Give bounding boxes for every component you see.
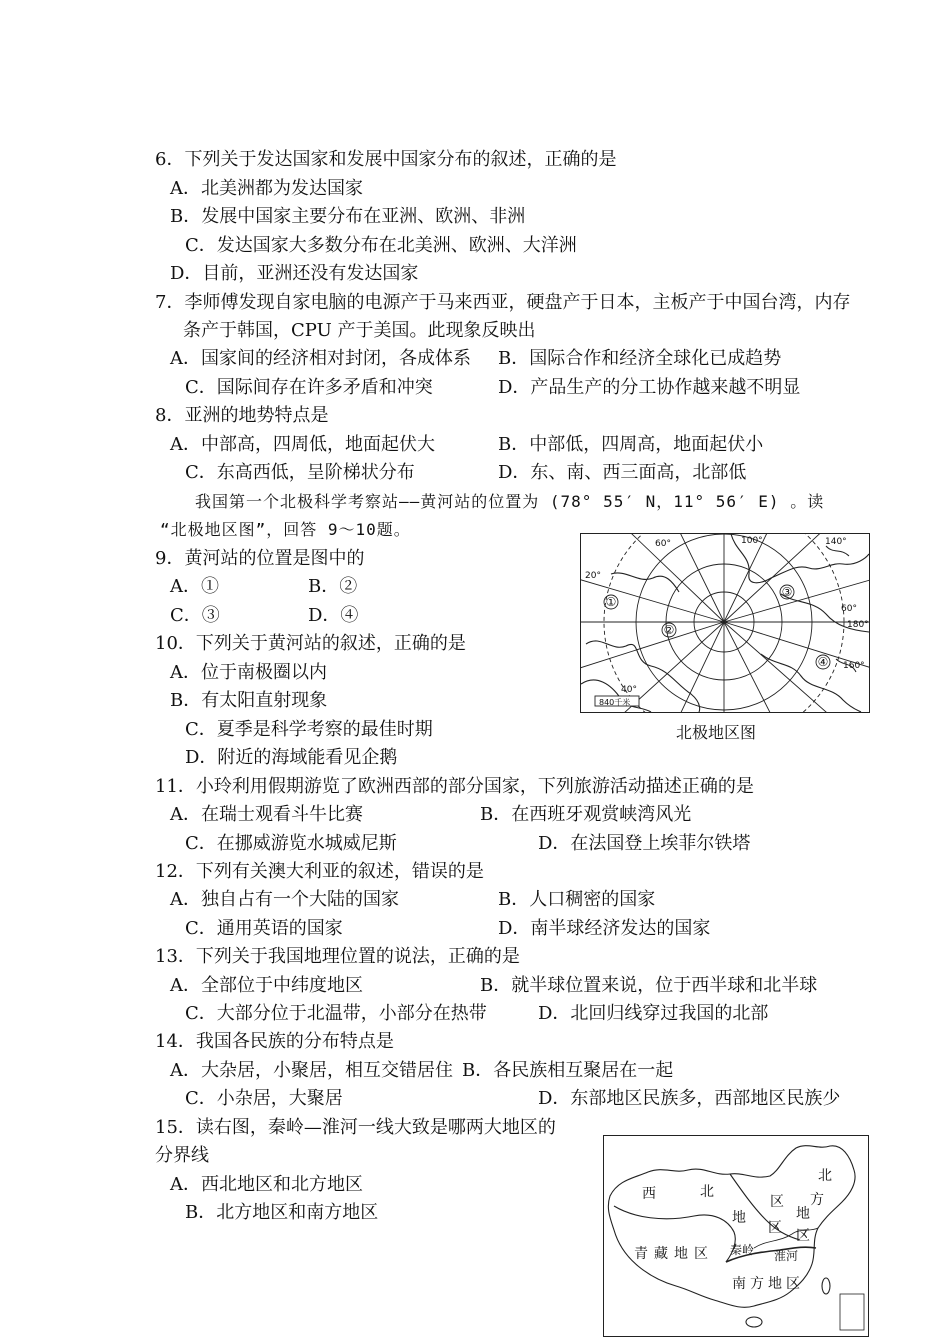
q10-option-b: B．有太阳直射现象 <box>170 690 328 711</box>
china-label-11: 地 <box>674 1246 688 1262</box>
intro-line2: “北极地区图”，回答 9～10题。 <box>160 520 411 539</box>
china-label-12: 区 <box>694 1246 708 1262</box>
q8-option-a: A．中部高，四周低，地面起伏大 <box>170 434 435 455</box>
q11-option-b: B．在西班牙观赏峡湾风光 <box>480 804 692 825</box>
lon-label-180: 180° <box>847 620 869 630</box>
arctic-map-figure <box>581 534 869 712</box>
lon-label-40: 40° <box>621 685 637 695</box>
q11-option-d: D．在法国登上埃菲尔铁塔 <box>538 833 751 854</box>
q10-option-d: D．附近的海域能看见企鹅 <box>185 747 398 768</box>
q10-stem: 10．下列关于黄河站的叙述，正确的是 <box>155 633 466 654</box>
q15-stem-line1: 15．读右图，秦岭—淮河一线大致是哪两大地区的 <box>155 1117 556 1138</box>
q15-option-b: B．北方地区和南方地区 <box>185 1202 379 1223</box>
china-label-8: 区 <box>796 1228 810 1244</box>
q11-option-a: A．在瑞士观看斗牛比赛 <box>170 804 363 825</box>
q6-option-b: B．发展中国家主要分布在亚洲、欧洲、非洲 <box>170 206 526 227</box>
china-label-18: 区 <box>786 1276 800 1292</box>
marker-2: ② <box>663 623 675 637</box>
q11-option-c: C．在挪威游览水城威尼斯 <box>185 833 397 854</box>
q8-option-b: B．中部低，四周高，地面起伏小 <box>498 434 764 455</box>
q13-option-a: A．全部位于中纬度地区 <box>170 975 363 996</box>
q11-stem: 11．小玲利用假期游览了欧洲西部的部分国家，下列旅游活动描述正确的是 <box>155 776 754 797</box>
china-regions-map <box>603 1135 869 1337</box>
arctic-map <box>580 533 870 713</box>
q12-option-b: B．人口稠密的国家 <box>498 889 656 910</box>
q9-option-d: D．④ <box>308 605 359 626</box>
marker-3: ③ <box>781 585 793 599</box>
china-label-16: 方 <box>750 1276 764 1292</box>
q13-option-c: C．大部分位于北温带，小部分在热带 <box>185 1003 487 1024</box>
q15-option-a: A．西北地区和北方地区 <box>170 1174 363 1195</box>
q12-stem: 12．下列有关澳大利亚的叙述，错误的是 <box>155 861 484 882</box>
lon-label-100: 100° <box>741 536 763 546</box>
china-label-0: 西 <box>642 1186 656 1202</box>
china-label-7: 地 <box>796 1206 810 1222</box>
china-label-4: 北 <box>818 1168 832 1184</box>
china-label-5: 方 <box>810 1192 824 1208</box>
q13-option-b: B．就半球位置来说，位于西半球和北半球 <box>480 975 818 996</box>
china-label-6: 区 <box>768 1220 782 1236</box>
q7-stem-line1: 7．李师傅发现自家电脑的电源产于马来西亚，硬盘产于日本，主板产于中国台湾，内存 <box>155 292 851 313</box>
q14-option-d: D．东部地区民族多，西部地区民族少 <box>538 1088 841 1109</box>
china-label-3: 区 <box>770 1194 784 1210</box>
china-label-15: 南 <box>732 1276 746 1292</box>
q7-option-d: D．产品生产的分工协作越来越不明显 <box>498 377 801 398</box>
q6-option-d: D．目前，亚洲还没有发达国家 <box>170 263 419 284</box>
q6-option-a: A．北美洲都为发达国家 <box>170 178 363 199</box>
q7-option-b: B．国际合作和经济全球化已成趋势 <box>498 348 782 369</box>
lon-label-160: 160° <box>843 661 865 671</box>
china-label-2: 地 <box>732 1210 746 1226</box>
china-label-qinling: 秦岭 <box>730 1243 755 1257</box>
q7-option-a: A．国家间的经济相对封闭，各成体系 <box>170 348 471 369</box>
q12-option-a: A．独自占有一个大陆的国家 <box>170 889 399 910</box>
china-label-huaihe: 淮河 <box>774 1249 799 1263</box>
china-map-figure <box>604 1136 868 1336</box>
q13-option-d: D．北回归线穿过我国的北部 <box>538 1003 769 1024</box>
q12-option-c: C．通用英语的国家 <box>185 918 343 939</box>
marker-4: ④ <box>817 655 829 669</box>
q10-option-c: C．夏季是科学考察的最佳时期 <box>185 719 433 740</box>
china-label-1: 北 <box>700 1184 714 1200</box>
china-label-17: 地 <box>768 1276 782 1292</box>
marker-1: ① <box>605 595 617 609</box>
q8-option-c: C．东高西低，呈阶梯状分布 <box>185 462 415 483</box>
q14-option-b: B．各民族相互聚居在一起 <box>462 1060 674 1081</box>
china-label-10: 藏 <box>654 1246 668 1262</box>
q9-option-b: B．② <box>308 576 358 597</box>
arctic-map-caption: 北极地区图 <box>676 723 757 742</box>
q15-stem-line2: 分界线 <box>155 1145 209 1166</box>
q14-option-a: A．大杂居，小聚居，相互交错居住 <box>170 1060 453 1081</box>
scale-label: 840千米 <box>599 698 631 707</box>
q10-option-a: A．位于南极圈以内 <box>170 662 327 683</box>
q14-option-c: C．小杂居，大聚居 <box>185 1088 343 1109</box>
q9-stem: 9．黄河站的位置是图中的 <box>155 548 365 569</box>
q7-option-c: C．国际间存在许多矛盾和冲突 <box>185 377 433 398</box>
q6-option-c: C．发达国家大多数分布在北美洲、欧洲、大洋洲 <box>185 235 577 256</box>
lon-label-140: 140° <box>825 537 847 547</box>
q14-stem: 14．我国各民族的分布特点是 <box>155 1031 394 1052</box>
lon-label-60e: 60° <box>841 604 857 614</box>
q13-stem: 13．下列关于我国地理位置的说法，正确的是 <box>155 946 520 967</box>
q8-stem: 8．亚洲的地势特点是 <box>155 405 329 426</box>
q12-option-d: D．南半球经济发达的国家 <box>498 918 711 939</box>
q8-option-d: D．东、南、西三面高，北部低 <box>498 462 747 483</box>
china-label-9: 青 <box>634 1246 648 1262</box>
q9-option-c: C．③ <box>170 605 220 626</box>
intro-line1: 我国第一个北极科学考察站——黄河站的位置为 (78° 55′ N，11° 56′ E) 。读 <box>195 492 825 511</box>
lon-label-20: 20° <box>585 571 601 581</box>
q7-stem-line2: 条产于韩国，CPU 产于美国。此现象反映出 <box>183 320 536 341</box>
q6-stem: 6．下列关于发达国家和发展中国家分布的叙述，正确的是 <box>155 149 617 170</box>
lon-label-60w: 60° <box>655 539 671 549</box>
q9-option-a: A．① <box>170 576 219 597</box>
